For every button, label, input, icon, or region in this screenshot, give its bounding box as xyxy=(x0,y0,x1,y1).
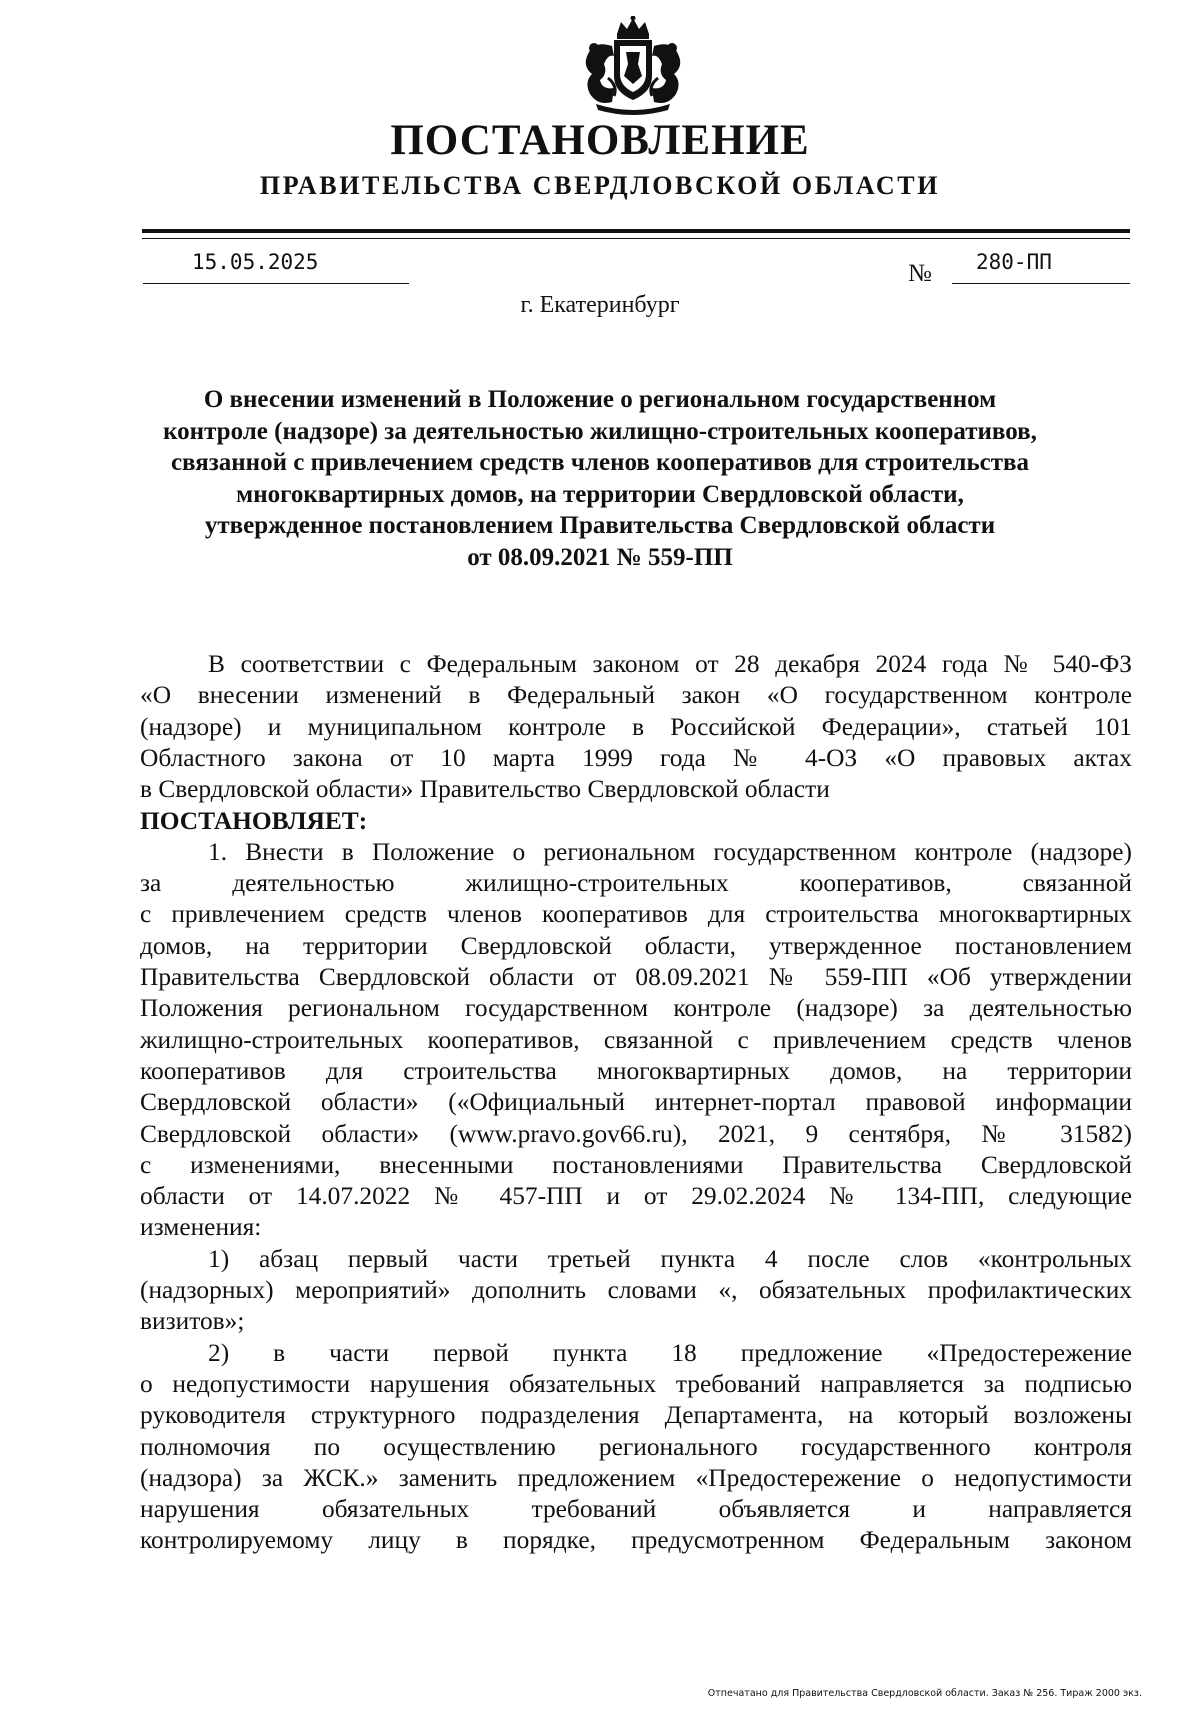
header-divider-thin xyxy=(142,238,1130,239)
body-line: Правительства Свердловской области от 08.09.2021 № 559-ПП «Об утверждении xyxy=(140,963,1132,991)
heading-line: связанной с привлечением средств членов кооперативов для строительства xyxy=(170,449,1030,476)
document-heading xyxy=(130,384,1070,573)
body-line: за деятельностью жилищно-строительных кооперативов, связанной xyxy=(140,869,1132,898)
coat-of-arms-icon xyxy=(568,16,698,118)
issuing-authority: ПРАВИТЕЛЬСТВА СВЕРДЛОВСКОЙ ОБЛАСТИ xyxy=(259,171,941,200)
body-line: нарушения обязательных требований объявляется и направляется xyxy=(140,1495,1132,1524)
body-line: 1. Внести в Положение о региональном государственном контроле (надзоре) xyxy=(208,837,1132,866)
heading-line: от 08.09.2021 № 559-ПП xyxy=(467,543,733,571)
body-line: с привлечением средств членов кооперативов для строительства многоквартирных xyxy=(140,900,1132,929)
body-line: Положения региональном государственном контроле (надзоре) за деятельностью xyxy=(140,994,1132,1023)
body-line: области от 14.07.2022 № 457-ПП и от 29.02.2024 № 134-ПП, следующие xyxy=(140,1182,1132,1211)
number-sign: № xyxy=(908,260,932,287)
body-line: изменения: xyxy=(140,1213,262,1242)
body-line: 1) абзац первый части третьей пункта 4 после слов «контрольных xyxy=(208,1244,1132,1273)
body-line: В соответствии с Федеральным законом от 28 декабря 2024 года № 540-ФЗ xyxy=(208,650,1132,678)
body-line: Свердловской области» (www.pravo.gov66.ru), 2021, 9 сентября, № 31582) xyxy=(140,1119,1132,1148)
body-line: в Свердловской области» Правительство Свердловской области xyxy=(140,775,830,804)
document-type-title: ПОСТАНОВЛЕНИЕ xyxy=(390,117,810,164)
date-underline xyxy=(143,283,409,284)
resolution-keyword: ПОСТАНОВЛЯЕТ: xyxy=(140,806,368,835)
body-line: домов, на территории Свердловской области, утвержденное постановлением xyxy=(140,931,1132,960)
number-underline xyxy=(952,283,1130,284)
body-line: полномочия по осуществлению регионального государственного контроля xyxy=(140,1432,1132,1461)
body-line: Областного закона от 10 марта 1999 года № 4-ОЗ «О правовых актах xyxy=(140,743,1132,772)
header-divider-thick xyxy=(142,229,1130,233)
body-line: кооперативов для строительства многоквартирных домов, на территории xyxy=(140,1056,1132,1085)
body-line: «О внесении изменений в Федеральный закон «О государственном контроле xyxy=(140,681,1132,710)
document-number: 280-ПП xyxy=(976,250,1052,274)
body-line: контролируемому лицу в порядке, предусмотренном Федеральным законом xyxy=(140,1526,1132,1555)
body-line: 2) в части первой пункта 18 предложение «Предостережение xyxy=(208,1338,1132,1367)
heading-line: контроле (надзоре) за деятельностью жилищно-строительных кооперативов, xyxy=(163,417,1037,445)
body-line: руководителя структурного подразделения Департамента, на который возложены xyxy=(140,1401,1132,1430)
heading-line: О внесении изменений в Положение о региональном государственном xyxy=(203,386,997,413)
heading-line: утвержденное постановлением Правительства Свердловской области xyxy=(204,512,996,539)
body-line: Свердловской области» («Официальный интернет-портал правовой информации xyxy=(140,1088,1132,1117)
document-date: 15.05.2025 xyxy=(192,250,319,274)
print-imprint: Отпечатано для Правительства Свердловской области. Заказ № 256. Тираж 2000 экз. xyxy=(707,1688,1142,1699)
body-line: с изменениями, внесенными постановлениями Правительства Свердловской xyxy=(140,1150,1132,1179)
body-line: (надзорных) мероприятий» дополнить словами «, обязательных профилактических xyxy=(140,1276,1132,1304)
body-line: (надзора) за ЖСК.» заменить предложением «Предостережение о недопустимости xyxy=(140,1463,1132,1492)
body-line: жилищно-строительных кооперативов, связанной с привлечением средств членов xyxy=(140,1025,1132,1054)
body-line: (надзоре) и муниципальном контроле в Российской Федерации», статьей 101 xyxy=(140,712,1132,741)
heading-line: многоквартирных домов, на территории Свердловской области, xyxy=(236,480,964,508)
place-of-issue: г. Екатеринбург xyxy=(520,292,680,318)
body-line: о недопустимости нарушения обязательных требований направляется за подписью xyxy=(140,1369,1132,1398)
body-line: визитов»; xyxy=(140,1307,245,1336)
